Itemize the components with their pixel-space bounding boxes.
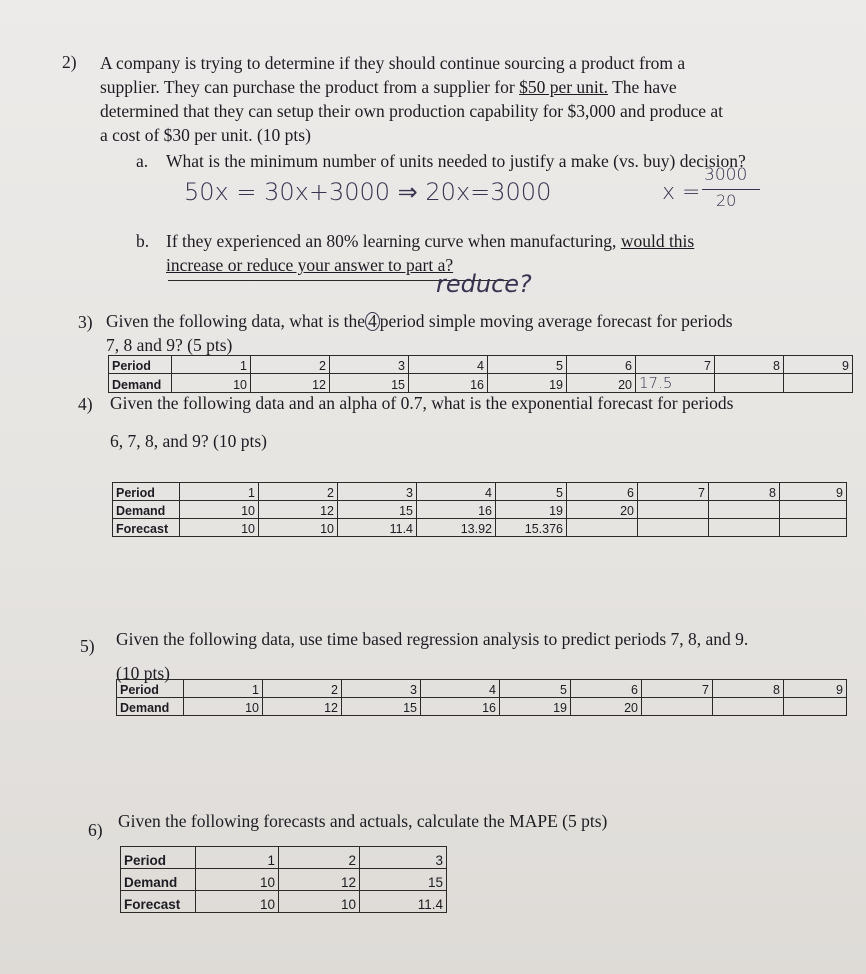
q2-number: 2) — [62, 52, 77, 72]
table-cell: 15 — [330, 374, 409, 393]
handwritten-forecast-cell — [636, 374, 715, 393]
table-cell: 8 — [715, 356, 784, 374]
table-cell: 2 — [251, 356, 330, 374]
table-cell: 10 — [196, 869, 279, 891]
q3-line2: 7, 8 and 9? (5 pts) — [106, 335, 233, 355]
table-cell: 9 — [784, 356, 853, 374]
q2b-line1-text: If they experienced an 80% learning curve when manufacturing, — [166, 231, 621, 251]
q3-handwritten-forecast: 17.5 — [639, 374, 673, 392]
table-cell: 3 — [342, 680, 421, 698]
table-cell: 8 — [713, 680, 784, 698]
q2-line3: determined that they can setup their own production capability for $3,000 and produce at — [100, 101, 724, 121]
row-label: Period — [109, 356, 172, 374]
table-row — [113, 501, 847, 519]
row-label: Period — [117, 680, 184, 698]
row-label: Demand — [113, 501, 180, 519]
table-cell: 16 — [421, 698, 500, 716]
table-cell — [715, 374, 784, 393]
q2-line1: A company is trying to determine if they should continue sourcing a product from a — [100, 53, 686, 73]
table-cell — [638, 501, 709, 519]
q3-line1-text: Given the following data, what is the — [106, 311, 366, 331]
table-cell — [780, 501, 847, 519]
table-cell — [780, 519, 847, 537]
table-cell: 12 — [279, 869, 360, 891]
table-cell: 6 — [567, 356, 636, 374]
table-cell: 16 — [417, 501, 496, 519]
q2a-handwritten-denominator: 20 — [716, 191, 737, 210]
table-cell: 10 — [279, 891, 360, 913]
table-cell: 5 — [488, 356, 567, 374]
fraction-bar — [702, 189, 760, 190]
table-cell — [713, 698, 784, 716]
table-cell: 4 — [417, 483, 496, 501]
table-cell: 10 — [184, 698, 263, 716]
table-cell: 3 — [330, 356, 409, 374]
table-row — [113, 483, 847, 501]
table-cell: 10 — [259, 519, 338, 537]
table-cell: 19 — [496, 501, 567, 519]
table-cell: 7 — [642, 680, 713, 698]
q6-line1: Given the following forecasts and actuals, calculate the MAPE (5 pts) — [118, 811, 608, 831]
table-row — [117, 698, 847, 716]
table-row — [117, 680, 847, 698]
q3-line1-end: period simple moving average forecast for periods — [379, 311, 733, 331]
q2-line4: a cost of $30 per unit. (10 pts) — [100, 125, 311, 145]
table-cell: 2 — [259, 483, 338, 501]
q5-line1: Given the following data, use time based regression analysis to predict periods 7, 8, and 9. — [116, 629, 749, 649]
q4-line1: Given the following data and an alpha of 0.7, what is the exponential forecast for periods — [110, 393, 734, 413]
table-cell: 10 — [180, 501, 259, 519]
table-cell: 2 — [279, 847, 360, 869]
q4-table — [112, 482, 847, 537]
table-cell: 16 — [409, 374, 488, 393]
table-row — [121, 891, 447, 913]
q2b-line2: increase or reduce your answer to part a? — [166, 255, 454, 275]
table-cell: 5 — [496, 483, 567, 501]
q2b-underlined: would this — [620, 231, 695, 251]
row-label: Demand — [109, 374, 172, 393]
q4-number: 4) — [78, 394, 93, 414]
q2-line2-end: The have — [608, 77, 677, 97]
table-cell: 12 — [251, 374, 330, 393]
q4-line2: 6, 7, 8, and 9? (10 pts) — [110, 431, 267, 451]
q6-table — [120, 846, 447, 913]
q2a-text: What is the minimum number of units needed to justify a make (vs. buy) decision? — [166, 151, 746, 171]
table-cell — [784, 374, 853, 393]
q2a-label: a. — [136, 151, 149, 171]
table-cell: 4 — [421, 680, 500, 698]
q3-number: 3) — [78, 312, 93, 332]
table-row — [121, 847, 447, 869]
table-cell — [638, 519, 709, 537]
row-label: Period — [121, 847, 196, 869]
row-label: Demand — [121, 869, 196, 891]
table-cell — [709, 519, 780, 537]
table-cell: 6 — [571, 680, 642, 698]
table-cell: 20 — [567, 374, 636, 393]
table-cell — [784, 698, 847, 716]
table-cell: 12 — [263, 698, 342, 716]
table-cell: 1 — [184, 680, 263, 698]
table-cell: 15 — [338, 501, 417, 519]
table-cell: 9 — [780, 483, 847, 501]
table-cell: 7 — [636, 356, 715, 374]
q3-line1 — [106, 310, 733, 333]
q2-line2-text: supplier. They can purchase the product from a supplier for — [100, 77, 520, 97]
circled-number: 4 — [365, 312, 380, 331]
table-cell: 10 — [172, 374, 251, 393]
table-cell: 8 — [709, 483, 780, 501]
q3-table — [108, 355, 853, 393]
q2a-handwritten-x: x = — [662, 180, 701, 205]
table-cell: 15 — [360, 869, 447, 891]
table-cell: 9 — [784, 680, 847, 698]
table-cell: 7 — [638, 483, 709, 501]
table-cell: 4 — [409, 356, 488, 374]
table-row — [121, 869, 447, 891]
table-row — [109, 374, 853, 393]
table-cell: 15.376 — [496, 519, 567, 537]
table-cell: 19 — [488, 374, 567, 393]
table-cell — [567, 519, 638, 537]
table-cell: 15 — [342, 698, 421, 716]
table-cell: 10 — [196, 891, 279, 913]
table-cell: 20 — [571, 698, 642, 716]
table-cell: 11.4 — [360, 891, 447, 913]
table-cell: 6 — [567, 483, 638, 501]
table-cell: 3 — [360, 847, 447, 869]
row-label: Demand — [117, 698, 184, 716]
q2-line2 — [100, 76, 677, 99]
table-cell: 1 — [172, 356, 251, 374]
table-cell: 13.92 — [417, 519, 496, 537]
table-cell: 3 — [338, 483, 417, 501]
q2b-line1 — [166, 230, 694, 253]
table-row — [109, 356, 853, 374]
table-cell — [709, 501, 780, 519]
table-cell — [642, 698, 713, 716]
q5-number: 5) — [80, 636, 95, 656]
table-cell: 11.4 — [338, 519, 417, 537]
q2a-handwritten-numerator: 3000 — [704, 165, 748, 185]
q6-number: 6) — [88, 820, 103, 840]
table-cell: 19 — [500, 698, 571, 716]
q5-line2: (10 pts) — [116, 663, 170, 683]
row-label: Period — [113, 483, 180, 501]
q2-price-underlined: $50 per unit. — [519, 77, 609, 97]
table-cell: 12 — [259, 501, 338, 519]
q2b-label: b. — [136, 231, 150, 251]
q2b-handwritten-answer: reduce? — [436, 270, 532, 298]
table-cell: 20 — [567, 501, 638, 519]
table-cell: 1 — [180, 483, 259, 501]
table-cell: 10 — [180, 519, 259, 537]
table-cell: 2 — [263, 680, 342, 698]
row-label: Forecast — [121, 891, 196, 913]
table-row — [113, 519, 847, 537]
row-label: Forecast — [113, 519, 180, 537]
table-cell: 5 — [500, 680, 571, 698]
table-cell: 1 — [196, 847, 279, 869]
q5-table — [116, 679, 847, 716]
q2a-handwritten-work: 50x = 30x+3000 ⇒ 20x=3000 — [184, 178, 552, 206]
